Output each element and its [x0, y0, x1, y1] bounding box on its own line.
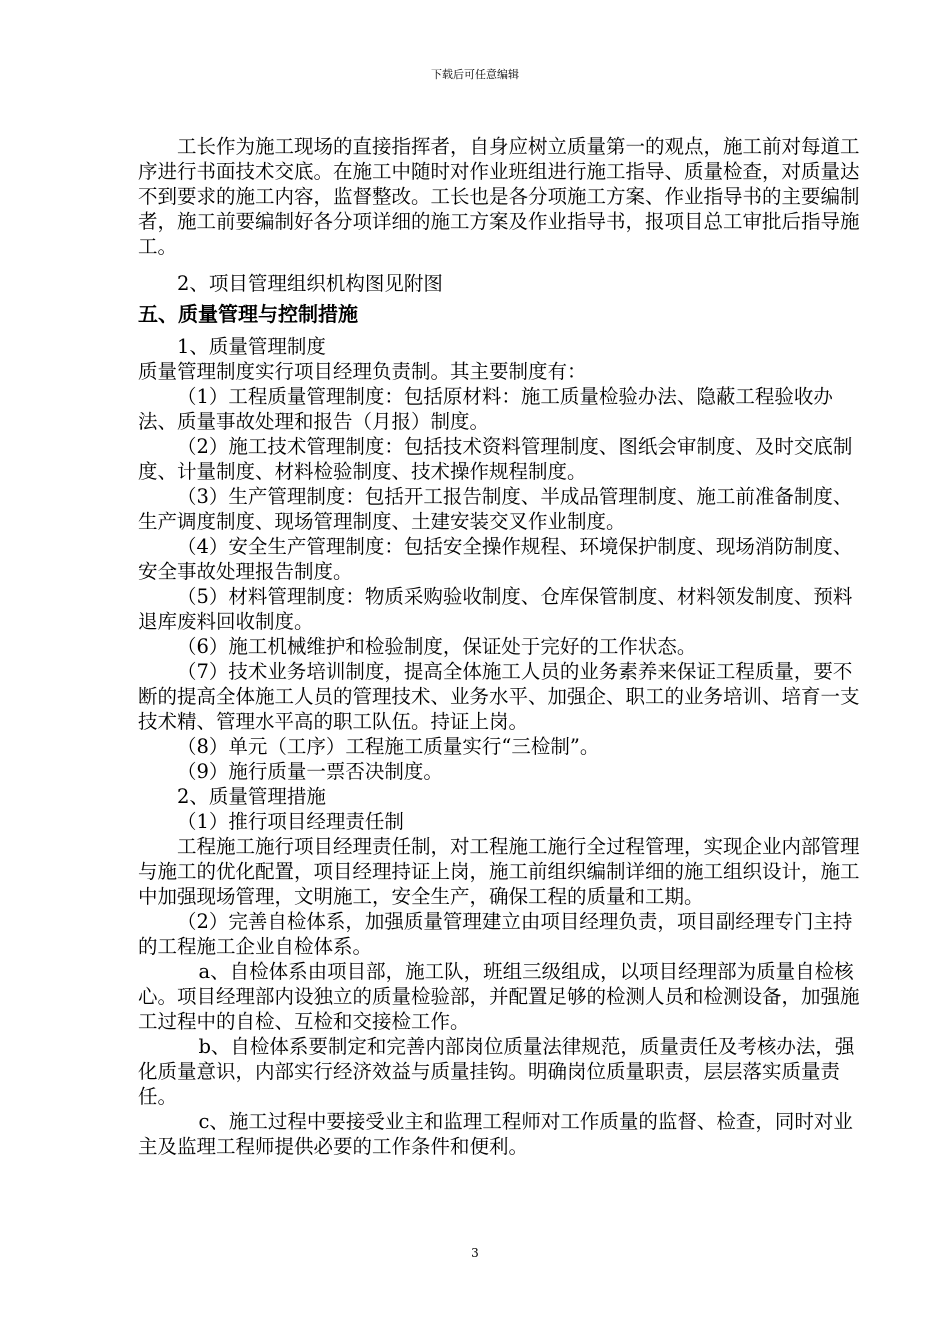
document-body [138, 134, 860, 1159]
list-item-5: （5）材料管理制度：物质采购验收制度、仓库保管制度、材料领发制度、预料退库废料回收制度。 [138, 585, 853, 633]
quality-system-intro: 质量管理制度实行项目经理负责制。其主要制度有： [138, 360, 587, 383]
section-heading: 五、质量管理与控制措施 [138, 302, 358, 326]
measure-2-body: （2）完善自检体系，加强质量管理建立由项目经理负责，项目副经理专门主持的工程施工企业自检体系。 [138, 910, 853, 958]
list-item-9: （9）施行质量一票否决制度。 [177, 760, 443, 783]
measure-1-body: 工程施工施行项目经理责任制，对工程施工施行全过程管理，实现企业内部管理与施工的优化配置，项目经理持证上岗，施工前组织编制详细的施工组织设计，施工中加强现场管理，文明施工，安全生产，确保工程的质量和工期。 [138, 835, 860, 908]
paragraph-org-chart-note: 2、项目管理组织机构图见附图 [177, 272, 443, 295]
paragraph-foreman-role: 工长作为施工现场的直接指挥者，自身应树立质量第一的观点，施工前对每道工序进行书面技术交底。在施工中随时对作业班组进行施工指导、质量检查，对质量达不到要求的施工内容，监督整改。工长也是各分项施工方案、作业指导书的主要编制者，施工前要编制好各分项详细的施工方案及作业指导书，报项目总工审批后指导施工。 [138, 135, 860, 258]
list-item-8: （8）单元（工序）工程施工质量实行“三检制”。 [177, 735, 600, 758]
subsection-title-quality-system: 1、质量管理制度 [177, 335, 326, 358]
list-item-4: （4）安全生产管理制度：包括安全操作规程、环境保护制度、现场消防制度、安全事故处理报告制度。 [138, 535, 853, 583]
subsection-title-quality-measures: 2、质量管理措施 [177, 785, 326, 808]
list-item-1: （1）工程质量管理制度：包括原材料：施工质量检验办法、隐蔽工程验收办法、质量事故处理和报告（月报）制度。 [138, 385, 833, 433]
sub-item-a: a、自检体系由项目部，施工队，班组三级组成，以项目经理部为质量自检核心。项目经理部内设独立的质量检验部，并配置足够的检测人员和检测设备，加强施工过程中的自检、互检和交接检工作。 [138, 960, 860, 1033]
list-item-7: （7）技术业务培训制度，提高全体施工人员的业务素养来保证工程质量，要不断的提高全体施工人员的管理技术、业务水平、加强企、职工的业务培训、培育一支技术精、管理水平高的职工队伍。持证上岗。 [138, 660, 860, 733]
measure-1-title: （1）推行项目经理责任制 [177, 810, 404, 833]
list-item-6: （6）施工机械维护和检验制度，保证处于完好的工作状态。 [177, 635, 697, 658]
sub-item-c: c、施工过程中要接受业主和监理工程师对工作质量的监督、检查，同时对业主及监理工程师提供必要的工作条件和便利。 [138, 1110, 853, 1158]
sub-item-b: b、自检体系要制定和完善内部岗位质量法律规范，质量责任及考核办法，强化质量意识，内部实行经济效益与质量挂钩。明确岗位质量职责，层层落实质量责任。 [138, 1035, 855, 1108]
page-number: 3 [471, 1246, 479, 1260]
list-item-2: （2）施工技术管理制度：包括技术资料管理制度、图纸会审制度、及时交底制度、计量制度、材料检验制度、技术操作规程制度。 [138, 435, 853, 483]
page-header: 下载后可任意编辑 [431, 68, 519, 81]
list-item-3: （3）生产管理制度：包括开工报告制度、半成品管理制度、施工前准备制度、生产调度制度、现场管理制度、土建安装交叉作业制度。 [138, 485, 853, 533]
